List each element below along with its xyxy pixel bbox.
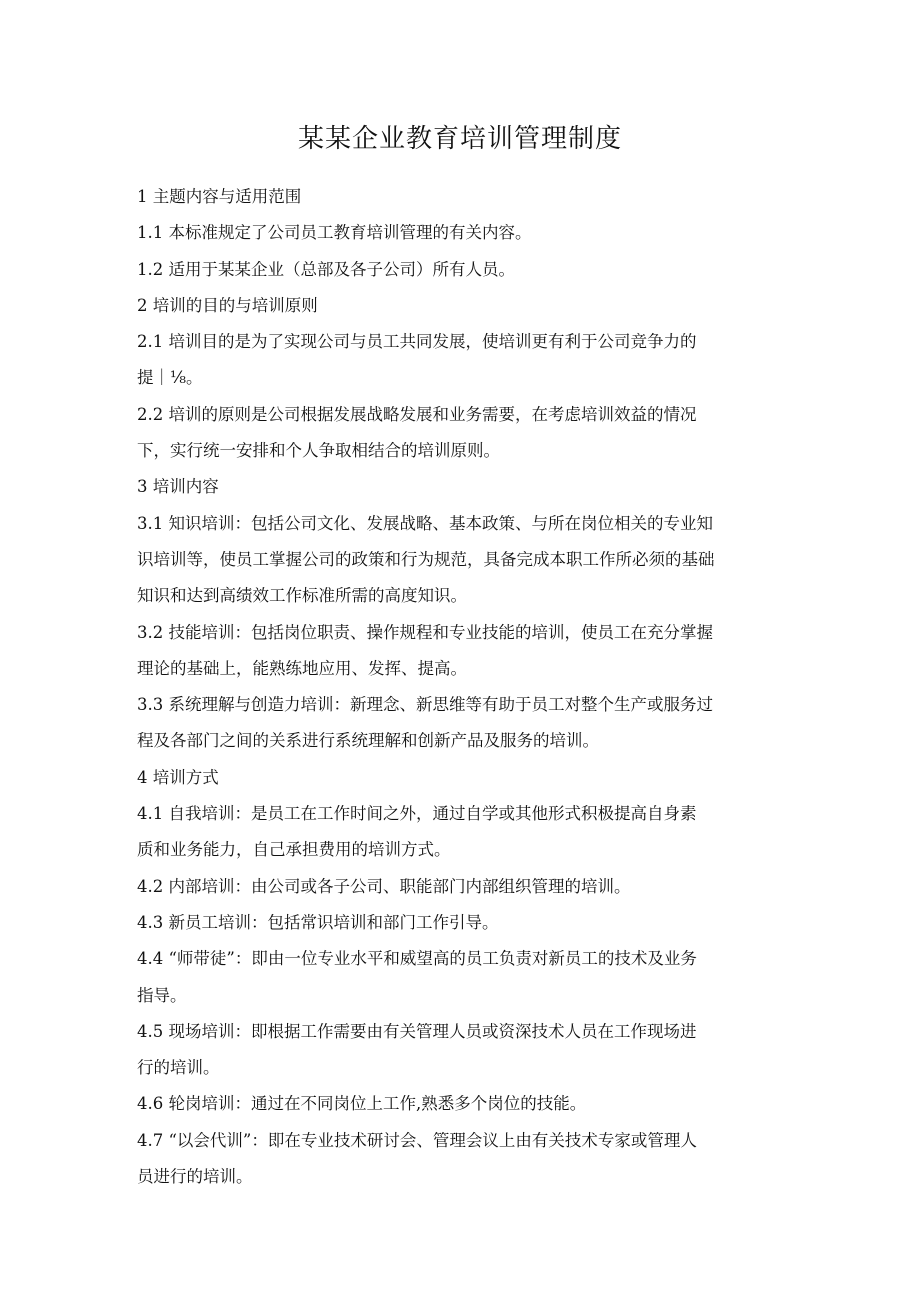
clause-line: 4.2 内部培训：由公司或各子公司、职能部门内部组织管理的培训。 (137, 876, 631, 896)
document-body (137, 179, 787, 1195)
clause-continuation-line: 知识和达到高绩效工作标准所需的高度知识。 (137, 586, 467, 606)
section-heading: 3 培训内容 (137, 477, 219, 497)
clause-line: 4.7 “以会代训”：即在专业技术研讨会、管理会议上由有关技术专家或管理人 (137, 1130, 697, 1150)
clause-line: 4.5 现场培训：即根据工作需要由有关管理人员或资深技术人员在工作现场进 (137, 1021, 697, 1041)
clause-continuation-line: 下，实行统一安排和个人争取相结合的培训原则。 (137, 441, 500, 461)
clause-continuation-line: 提｜⅛。 (137, 368, 203, 388)
clause-continuation-line: 程及各部门之间的关系进行系统理解和创新产品及服务的培训。 (137, 731, 599, 751)
clause-line: 2.2 培训的原则是公司根据发展战略发展和业务需要，在考虑培训效益的情况 (137, 404, 697, 424)
clause-line: 2.1 培训目的是为了实现公司与员工共同发展，使培训更有利于公司竞争力的 (137, 332, 697, 352)
section-heading: 1 主题内容与适用范围 (137, 187, 302, 206)
clause-line: 3.3 系统理解与创造力培训：新理念、新思维等有助于员工对整个生产或服务过 (137, 695, 713, 715)
clause-line: 3.1 知识培训：包括公司文化、发展战略、基本政策、与所在岗位相关的专业知 (137, 513, 713, 533)
clause-line: 4.4 “师带徒”：即由一位专业水平和威望高的员工负责对新员工的技术及业务 (137, 949, 697, 969)
clause-continuation-line: 员进行的培训。 (137, 1167, 253, 1187)
clause-continuation-line: 理论的基础上，能熟练地应用、发挥、提高。 (137, 658, 467, 678)
document-title: 某某企业教育培训管理制度 (297, 124, 622, 154)
clause-line: 4.3 新员工培训：包括常识培训和部门工作引导。 (137, 912, 499, 932)
clause-continuation-line: 质和业务能力，自己承担费用的培训方式。 (137, 840, 451, 860)
clause-continuation-line: 识培训等，使员工掌握公司的政策和行为规范，具备完成本职工作所必须的基础 (137, 549, 715, 569)
section-heading: 4 培训方式 (137, 767, 219, 787)
clause-line: 1.1 本标准规定了公司员工教育培训管理的有关内容。 (137, 223, 532, 243)
clause-continuation-line: 行的培训。 (137, 1058, 220, 1078)
clause-line: 3.2 技能培训：包括岗位职责、操作规程和专业技能的培训，使员工在充分掌握 (137, 622, 713, 642)
clause-line: 4.1 自我培训：是员工在工作时间之外，通过自学或其他形式积极提高自身素 (137, 804, 697, 824)
clause-line: 4.6 轮岗培训：通过在不同岗位上工作,熟悉多个岗位的技能。 (137, 1094, 587, 1114)
clause-continuation-line: 指导。 (137, 985, 187, 1005)
section-heading: 2 培训的目的与培训原则 (137, 295, 318, 315)
clause-line: 1.2 适用于某某企业（总部及各子公司）所有人员。 (137, 259, 515, 279)
